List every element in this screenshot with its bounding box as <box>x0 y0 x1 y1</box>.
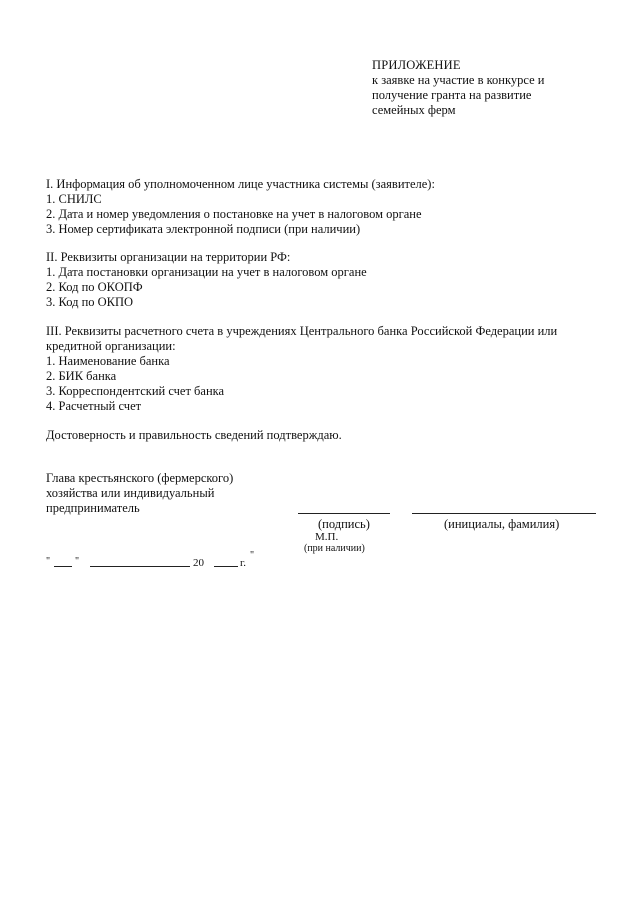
date-trailing-quote: " <box>250 550 255 561</box>
date-open-quote: " <box>46 556 51 567</box>
list-item: 1. Наименование банка <box>46 354 170 368</box>
section-applicant-info <box>46 177 435 237</box>
appendix-line: к заявке на участие в конкурсе и <box>372 73 545 87</box>
year-prefix: 20 <box>193 557 204 569</box>
appendix-line: семейных ферм <box>372 103 456 117</box>
appendix-header <box>372 58 544 118</box>
stamp-label: М.П. <box>315 531 339 543</box>
month-field[interactable] <box>90 566 190 567</box>
list-item: 3. Код по ОКПО <box>46 295 134 309</box>
day-field[interactable] <box>54 566 72 567</box>
list-item: 1. СНИЛС <box>46 192 102 206</box>
role-line: хозяйства или индивидуальный <box>46 486 215 500</box>
signature-line[interactable] <box>298 513 390 514</box>
stamp-note: (при наличии) <box>304 543 365 554</box>
appendix-title: ПРИЛОЖЕНИЕ <box>372 58 461 72</box>
appendix-line: получение гранта на развитие <box>372 88 532 102</box>
name-line[interactable] <box>412 513 596 514</box>
year-suffix: г. <box>240 557 247 569</box>
date-close-quote: " <box>75 556 80 567</box>
year-field[interactable] <box>214 566 238 567</box>
signatory-role <box>46 471 233 516</box>
section-heading: III. Реквизиты расчетного счета в учреждениях Центрального банка Российской Федерации или <box>46 324 558 338</box>
list-item: 3. Корреспондентский счет банка <box>46 384 225 398</box>
confirmation-text: Достоверность и правильность сведений подтверждаю. <box>46 428 342 442</box>
list-item: 3. Номер сертификата электронной подписи (при наличии) <box>46 222 361 236</box>
list-item: 2. БИК банка <box>46 369 117 383</box>
list-item: 2. Дата и номер уведомления о постановке на учет в налоговом органе <box>46 207 422 221</box>
list-item: 2. Код по ОКОПФ <box>46 280 143 294</box>
section-organization-details <box>46 250 367 310</box>
name-caption: (инициалы, фамилия) <box>444 517 560 531</box>
role-line: Глава крестьянского (фермерского) <box>46 471 234 485</box>
section-heading: II. Реквизиты организации на территории РФ: <box>46 250 291 264</box>
list-item: 4. Расчетный счет <box>46 399 142 413</box>
list-item: 1. Дата постановки организации на учет в налоговом органе <box>46 265 367 279</box>
role-line: предприниматель <box>46 501 140 515</box>
section-bank-details <box>46 324 557 414</box>
section-heading: кредитной организации: <box>46 339 176 353</box>
section-heading: I. Информация об уполномоченном лице участника системы (заявителе): <box>46 177 435 191</box>
signature-caption: (подпись) <box>318 517 370 531</box>
